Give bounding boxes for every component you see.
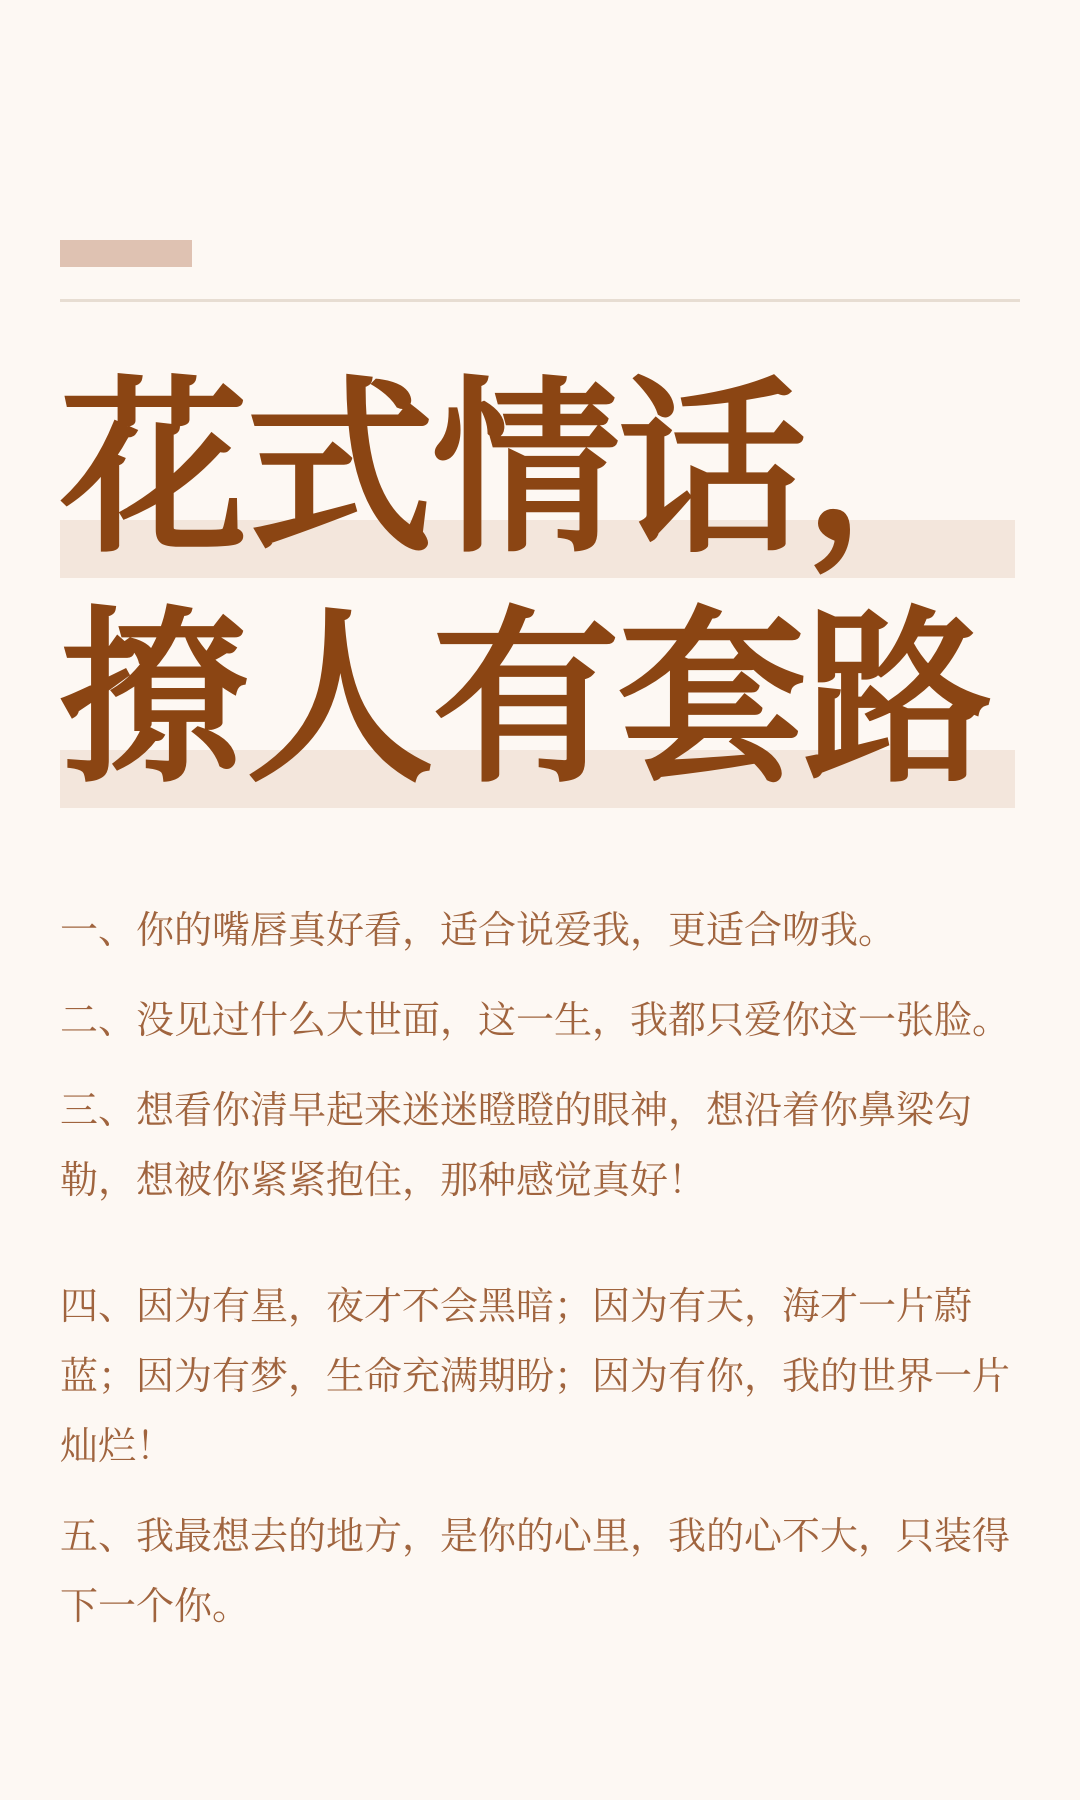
- accent-bar: [60, 240, 192, 267]
- list-item: 三、想看你清早起来迷迷瞪瞪的眼神，想沿着你鼻梁勾勒，想被你紧紧抱住，那种感觉真好！: [60, 1088, 973, 1202]
- list-item: 一、你的嘴唇真好看，适合说爱我，更适合吻我。: [60, 908, 897, 952]
- title-text-2: 撩人有套路: [60, 590, 990, 809]
- list-item: 四、因为有星，夜才不会黑暗；因为有天，海才一片蔚蓝；因为有梦，生命充满期盼；因为有你，我的世界一片灿烂！: [60, 1284, 1011, 1468]
- list-item: 二、没见过什么大世面，这一生，我都只爱你这一张脸。: [60, 998, 1011, 1042]
- pickup-lines-list: [60, 895, 1020, 1661]
- page-title: [60, 360, 1020, 820]
- header-divider: [60, 299, 1020, 302]
- title-text-1: 花式情话，: [60, 360, 990, 579]
- title-line-1: [60, 360, 1020, 590]
- list-item: 五、我最想去的地方，是你的心里，我的心不大，只装得下一个你。: [60, 1514, 1011, 1628]
- title-line-2: [60, 590, 1020, 820]
